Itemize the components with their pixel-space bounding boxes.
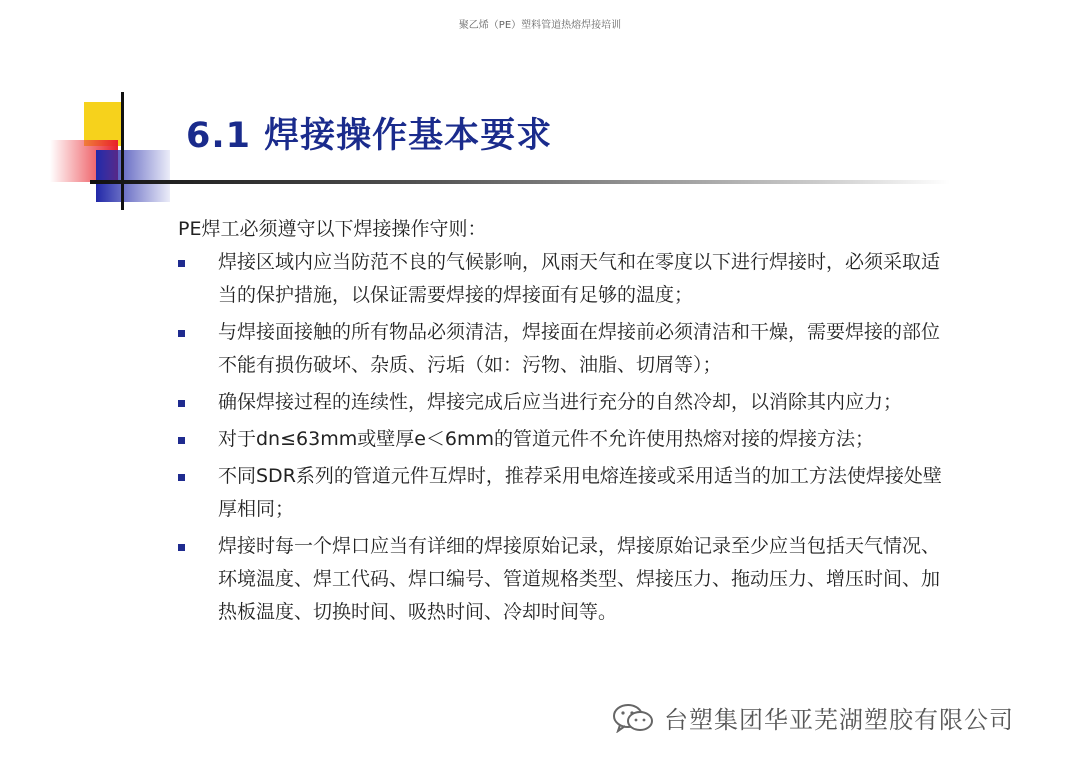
- decorative-vertical-line: [121, 92, 124, 210]
- slide-title: 6.1 焊接操作基本要求: [186, 116, 553, 156]
- bullet-square-icon: [178, 400, 185, 407]
- footer-company-name: 台塑集团华亚芜湖塑胶有限公司: [664, 706, 1014, 734]
- list-item: [178, 316, 948, 382]
- list-item: [178, 423, 948, 456]
- title-underline: [90, 180, 950, 184]
- rule-text: 焊接时每一个焊口应当有详细的焊接原始记录，焊接原始记录至少应当包括天气情况、环境温度、焊工代码、焊口编号、管道规格类型、焊接压力、拖动压力、增压时间、加热板温度、切换时间、吸热时间、冷却时间等。: [218, 535, 941, 623]
- rule-text: 对于dn≤63mm或壁厚e＜6mm的管道元件不允许使用热熔对接的焊接方法；: [218, 428, 875, 450]
- list-item: [178, 386, 948, 419]
- bullet-square-icon: [178, 544, 185, 551]
- decorative-blue-block: [96, 150, 170, 202]
- page-header: 聚乙烯（PE）塑料管道热熔焊接培训: [458, 20, 622, 31]
- rule-text: 不同SDR系列的管道元件互焊时，推荐采用电熔连接或采用适当的加工方法使焊接处壁厚相同；: [218, 465, 942, 520]
- bullet-square-icon: [178, 330, 185, 337]
- rule-text: 与焊接面接触的所有物品必须清洁，焊接面在焊接前必须清洁和干燥，需要焊接的部位不能有损伤破坏、杂质、污垢（如：污物、油脂、切屑等）；: [218, 321, 941, 376]
- rules-list: [178, 246, 948, 629]
- list-item: [178, 530, 948, 629]
- intro-text: PE焊工必须遵守以下焊接操作守则：: [178, 218, 487, 240]
- bullet-square-icon: [178, 260, 185, 267]
- list-item: [178, 460, 948, 526]
- bullet-square-icon: [178, 437, 185, 444]
- wechat-icon: [612, 703, 656, 733]
- bullet-square-icon: [178, 474, 185, 481]
- list-item: [178, 246, 948, 312]
- rule-text: 确保焊接过程的连续性，焊接完成后应当进行充分的自然冷却，以消除其内应力；: [218, 391, 903, 413]
- rule-text: 焊接区域内应当防范不良的气候影响，风雨天气和在零度以下进行焊接时，必须采取适当的保护措施，以保证需要焊接的焊接面有足够的温度；: [218, 251, 941, 306]
- footer-watermark: [612, 700, 1014, 735]
